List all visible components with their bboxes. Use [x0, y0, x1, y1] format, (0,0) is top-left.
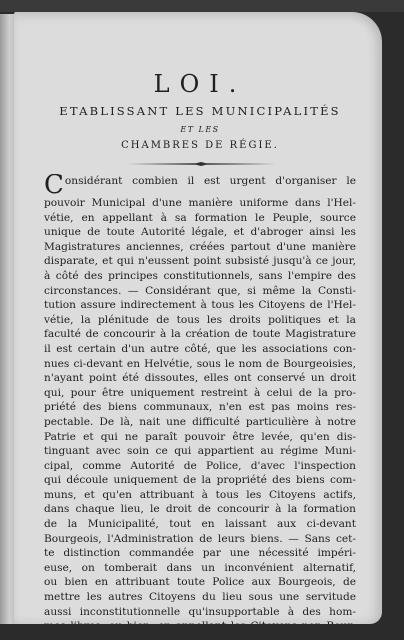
- background-bottom: [0, 624, 404, 640]
- text-line: [44, 400, 356, 415]
- text-line-content: onsidérant combien il est urgent d'organiser le: [64, 175, 356, 187]
- text-line: [44, 444, 356, 459]
- text-line: [44, 605, 356, 620]
- text-line-content: il est certain d'un autre côté, que les associations con-: [44, 342, 356, 355]
- text-line-content: Magistratures anciennes, créées partout d'une manière: [44, 240, 356, 253]
- text-line: [44, 196, 356, 211]
- text-line-content: Patrie et qui ne paraît pouvoir être levée, qu'en dis-: [44, 430, 356, 443]
- ornamental-rule: [126, 162, 276, 166]
- text-line: [44, 590, 356, 605]
- text-line-content: te distinction commandée par une nécessité impéri-: [44, 547, 356, 560]
- text-line-content: aussi inconstitutionnelle qu'insupportable à des hom-: [44, 605, 356, 618]
- text-line: [44, 517, 356, 532]
- document-subtitle-2: CHAMBRES DE RÉGIE.: [121, 140, 279, 151]
- text-line: [44, 459, 356, 474]
- background-top: [0, 0, 404, 12]
- text-line-content: pectable. De là, nait une difficulté particulière à notre: [44, 415, 356, 428]
- text-line-content: ou bien en attribuant toute Police aux Bourgeois, de: [44, 576, 356, 589]
- text-line-content: nues ci-devant en Helvétie, sous le nom de Bourgeoisies,: [44, 357, 356, 370]
- text-line: [44, 298, 356, 313]
- text-line: [44, 342, 356, 357]
- text-line: [44, 488, 356, 503]
- text-line-content: euse, on tomberait dans un inconvénient alternatif,: [44, 561, 356, 574]
- text-line-content: tution assure indirectement à tous les Citoyens de l'Hel-: [44, 299, 356, 312]
- text-line: [44, 211, 356, 226]
- text-line-content: circonstances. — Considérant que, si même la Consti-: [44, 284, 356, 297]
- text-line-content: cipal, comme Autorité de Police, d'avec l'inspection: [44, 459, 356, 472]
- text-line-content: qui découle uniquement de la propriété des biens com-: [44, 474, 356, 487]
- body-text: [44, 174, 356, 634]
- text-line-content: Bourgeois, l'Administration de leurs biens. — Sans cet-: [44, 532, 356, 545]
- text-line-content: qui, pour être uniquement restreint à celui de la pro-: [44, 386, 356, 399]
- page-content: [44, 12, 356, 624]
- text-line-content: vétie, la plénitude de tous les droits politiques et la: [44, 313, 356, 326]
- text-line: [44, 430, 356, 445]
- text-line-content: tinguant avec soin ce qui appartient au régime Muni-: [44, 445, 356, 458]
- text-line-content: dans chaque lieu, le droit de concourir à la formation: [44, 503, 356, 516]
- text-line: [44, 473, 356, 488]
- text-line-content: disparate, et qui n'eussent point subsisté jusqu'à ce jour,: [44, 255, 356, 268]
- text-line-content: mettre les autres Citoyens du lieu sous une servitude: [44, 591, 356, 604]
- text-line: [44, 284, 356, 299]
- text-line: [44, 415, 356, 430]
- text-line-content: faculté de concourir à la création de toute Magistrature: [44, 328, 356, 341]
- drop-cap: C: [44, 174, 64, 196]
- text-line-content: muns, et qu'en attribuant à tous les Citoyens actifs,: [44, 488, 356, 501]
- text-line-content: priété des biens communaux, n'en est pas moins res-: [44, 401, 356, 414]
- document-conjunction: ET LES: [180, 125, 220, 134]
- text-line-content: pouvoir Municipal d'une manière uniforme dans l'Hel-: [44, 197, 356, 209]
- text-line-content: à côté des principes constitutionnels, sans l'empire des: [44, 269, 356, 282]
- text-line-content: n'ayant point été dissoutes, elles ont conservé un droit: [44, 372, 356, 385]
- text-line: [44, 313, 356, 328]
- document-subtitle: ETABLISSANT LES MUNICIPALITÉS: [59, 104, 341, 118]
- text-line: [44, 269, 356, 284]
- text-line-content: de la Municipalité, tout en laissant aux ci-devant: [44, 518, 356, 531]
- text-line: [44, 546, 356, 561]
- text-line: [44, 371, 356, 386]
- text-line: [44, 225, 356, 240]
- book-page: [14, 12, 382, 624]
- text-line: [44, 502, 356, 517]
- text-line: [44, 174, 356, 196]
- text-line: [44, 386, 356, 401]
- text-line-content: unique de toute Autorité légale, et d'abroger ainsi les: [44, 226, 356, 239]
- text-line: [44, 254, 356, 269]
- text-line: [44, 327, 356, 342]
- text-line: [44, 357, 356, 372]
- document-title: LOI.: [153, 70, 247, 98]
- text-line: [44, 240, 356, 255]
- text-line: [44, 575, 356, 590]
- text-line: [44, 561, 356, 576]
- text-line: [44, 532, 356, 547]
- text-line-content: vétie, en appellant à sa formation le Peuple, source: [44, 211, 356, 224]
